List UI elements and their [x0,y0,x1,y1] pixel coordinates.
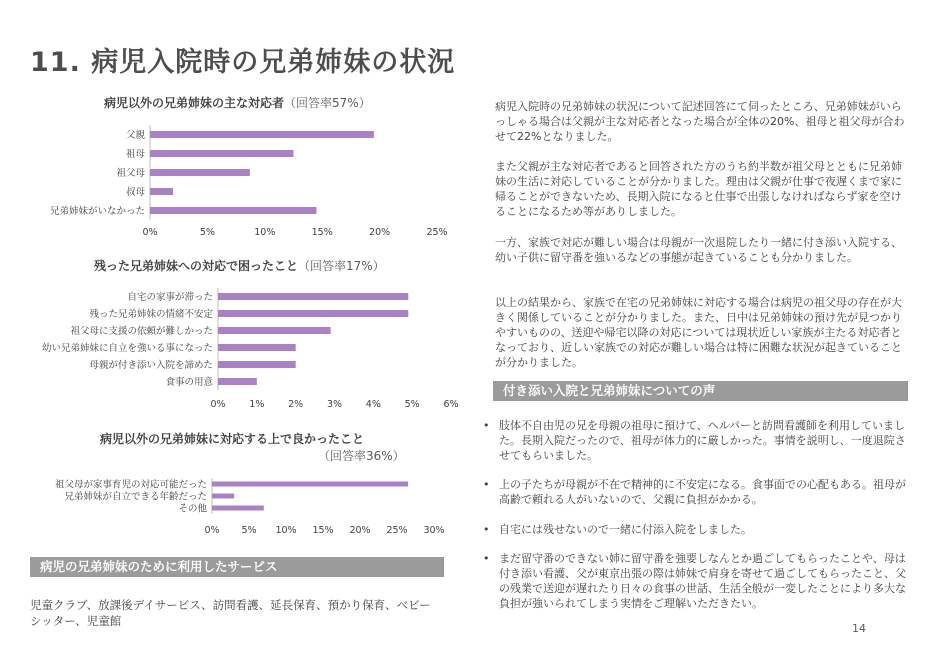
bar [212,482,408,487]
category-label: 父親 [125,130,145,141]
category-label: 祖父母に支援の依頼が難しかった [70,326,213,337]
bullet-icon: • [483,523,490,536]
x-tick-label: 30% [423,525,445,536]
chart-2-rate: （回答率17%） [298,259,385,273]
voice-item-text: 上の子たちが母親が不在で精神的に不安定になる。食事面での心配もある。祖母が高齢で頼れる人がいないので、父親に負担がかかる。 [499,478,906,506]
x-tick-label: 15% [311,227,333,238]
category-label: 幼い兄弟姉妹に自立を強いる事になった [41,343,213,354]
page-number: 14 [852,622,866,635]
summary-paragraph-2: また父親が主な対応者であると回答された方のうち約半数が祖父母とともに兄弟姉妹の生活に対応していることが分かりました。理由は父親が仕事で夜遅くまで家に帰ることができないため、長期入院になると仕事で出張しなければならず家を空けることになるため等がありしました。 [495,160,902,218]
x-tick-label: 0% [204,525,220,536]
x-tick-label: 15% [312,525,334,536]
x-tick-label: 10% [254,227,276,238]
bar [150,150,294,157]
voice-item-text: 自宅には残せないので一緒に付添入院をしました。 [499,523,752,536]
chart-3-title [100,430,364,447]
bar [218,293,408,300]
category-label: 自宅の家事が滞った [127,292,213,303]
category-label: 残った兄弟姉妹の情緒不安定 [89,309,213,320]
voice-item [483,477,910,507]
bar [150,188,173,195]
bullet-icon: • [483,478,490,491]
category-label: 祖父母 [116,168,145,179]
x-tick-label: 6% [443,399,459,410]
services-text: 児童クラブ、放課後デイサービス、訪問看護、延長保育、預かり保育、ベビーシッター、児童館 [30,598,431,628]
summary-paragraph-4: 以上の結果から、家族で在宅の兄弟姉妹に対応する場合は病児の祖父母の存在が大きく関係していることが分かりました。また、日中は兄弟姉妹の預け先が見つかりやすいものの、送迎や帰宅以降の対応については現状近しい家族が主たる対応者となっており、近しい家族での対応が難しい場合は特に困難な状況が起きていることが分かりました。 [495,296,902,369]
bullet-icon: • [483,552,490,565]
chart-1-title [104,94,371,111]
voices-heading: 付き添い入院と兄弟姉妹についての声 [493,381,908,401]
x-tick-label: 10% [275,525,297,536]
voice-item [483,522,910,537]
x-tick-label: 25% [426,227,448,238]
bar [150,169,250,176]
x-tick-label: 2% [288,399,304,410]
bar [212,506,264,511]
page-title: 11. 病児入院時の兄弟姉妹の状況 [30,47,456,78]
x-tick-label: 5% [241,525,257,536]
voice-item [483,551,910,611]
category-label: 叔母 [125,187,145,198]
x-tick-label: 20% [349,525,371,536]
chart-3-title-text: 病児以外の兄弟姉妹に対応する上で良かったこと [100,432,365,446]
summary-paragraph-3: 一方、家族で対応が難しい場合は母親が一次退院したり一緒に付き添い入院する、幼い子供に留守番を強いるなどの事態が起きていることも分かりました。 [495,236,902,264]
chart-2-title-text: 残った兄弟姉妹への対応で困ったこと [94,259,299,273]
category-label: 食事の用意 [165,377,213,388]
x-tick-label: 3% [326,399,343,410]
category-label: 母親が付き添い入院を諦めた [89,360,213,371]
voice-item [483,418,910,463]
x-tick-label: 1% [249,399,265,410]
bar [218,378,257,385]
bar [150,207,316,214]
category-label: 兄弟姉妹が自立できる年齢だった [64,491,207,503]
chart-1 [20,115,460,245]
x-tick-label: 5% [404,399,420,410]
chart-1-rate: （回答率57%） [284,96,371,110]
chart-3 [0,470,460,540]
category-label: その他 [178,503,207,515]
chart-1-title-text: 病児以外の兄弟姉妹の主な対応者 [104,96,285,110]
chart-2-title [94,257,385,274]
chart-3-rate-line [318,447,405,464]
bar [218,344,296,351]
bar [218,361,296,368]
chart-3-rate: （回答率36%） [318,449,405,463]
bar [218,310,408,317]
services-heading: 病児の兄弟姉妹のために利用したサービス [30,557,444,577]
bar [218,327,331,334]
bar [150,131,374,138]
category-label: 兄弟姉妹がいなかった [49,206,145,217]
x-tick-label: 20% [369,227,391,238]
x-tick-label: 25% [386,525,408,536]
chart-2 [0,280,470,415]
bar [212,494,234,499]
voice-item-text: まだ留守番のできない姉に留守番を強要しなんとか過ごしてもらったことや、母は付き添い看護、父が東京出張の際は姉妹で肩身を寄せて過ごしてもらったこと、父の残業で送迎が遅れたり日々の食事の世話、生活全般が一変したことにより多大な負担が強いられてしまう実情をご理解いただきたい。 [499,552,906,610]
x-tick-label: 4% [365,399,381,410]
category-label: 祖母 [125,149,145,160]
x-tick-label: 0% [210,399,226,410]
summary-paragraph-1: 病児入院時の兄弟姉妹の状況について記述回答にて伺ったところ、兄弟姉妹がいらっしゃる場合は父親が主な対応者となった場合が全体の20%、祖母と祖父母が合わせて22%となりました。 [495,100,905,143]
x-tick-label: 0% [142,227,158,238]
x-tick-label: 5% [199,227,215,238]
category-label: 祖父母が家事育児の対応可能だった [54,479,207,491]
voice-item-text: 肢体不自由児の兄を母親の祖母に預けて、ヘルパーと訪問看護師を利用していました。長期入院だったので、祖母が体力的に厳しかった。事情を説明し、一度退院させてもらいました。 [499,419,906,462]
bullet-icon: • [483,419,490,432]
